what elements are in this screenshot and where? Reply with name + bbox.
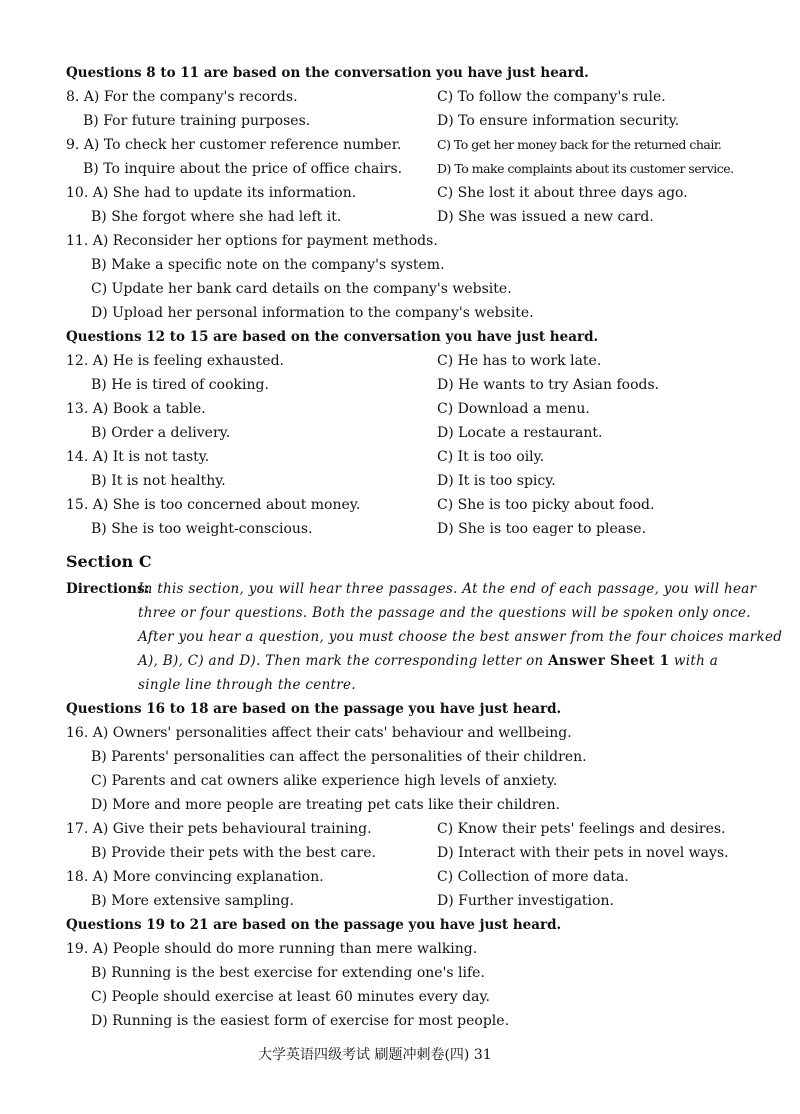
answer-sheet-ref: Answer Sheet 1	[548, 653, 670, 669]
directions-line-2: three or four questions. Both the passage and the questions will be spoken only once.	[138, 605, 751, 621]
option-18d: D) Further investigation.	[437, 893, 614, 909]
option-8c: C) To follow the company's rule.	[437, 89, 666, 105]
question-group-header: Questions 12 to 15 are based on the conversation you have just heard.	[66, 329, 599, 345]
option-13b: B) Order a delivery.	[91, 425, 231, 441]
option-18c: C) Collection of more data.	[437, 869, 629, 885]
option-16c: C) Parents and cat owners alike experience high levels of anxiety.	[91, 773, 558, 789]
question-group-header: Questions 19 to 21 are based on the passage you have just heard.	[66, 917, 562, 933]
option-10d: D) She was issued a new card.	[437, 209, 654, 225]
option-13d: D) Locate a restaurant.	[437, 425, 603, 441]
option-8d: D) To ensure information security.	[437, 113, 680, 129]
option-10b: B) She forgot where she had left it.	[91, 209, 342, 225]
option-8a: 8. A) For the company's records.	[66, 89, 298, 105]
page-footer: 大学英语四级考试 刷题冲刺卷(四) 31	[258, 1047, 492, 1063]
question-group-header: Questions 8 to 11 are based on the conversation you have just heard.	[66, 65, 589, 81]
option-16b: B) Parents' personalities can affect the personalities of their children.	[91, 749, 587, 765]
option-16d: D) More and more people are treating pet cats like their children.	[91, 797, 561, 813]
option-9c: C) To get her money back for the returned chair.	[437, 137, 722, 152]
option-12a: 12. A) He is feeling exhausted.	[66, 353, 284, 369]
option-17c: C) Know their pets' feelings and desires.	[437, 821, 726, 837]
question-group-header: Questions 16 to 18 are based on the passage you have just heard.	[66, 701, 562, 717]
option-11a: 11. A) Reconsider her options for payment methods.	[66, 233, 438, 249]
option-14d: D) It is too spicy.	[437, 473, 556, 489]
section-title: Section C	[66, 552, 152, 571]
directions-line-5: single line through the centre.	[138, 677, 356, 693]
option-18b: B) More extensive sampling.	[91, 893, 294, 909]
option-14c: C) It is too oily.	[437, 449, 545, 465]
option-14b: B) It is not healthy.	[91, 473, 226, 489]
option-14a: 14. A) It is not tasty.	[66, 449, 210, 465]
option-11c: C) Update her bank card details on the company's website.	[91, 281, 512, 297]
option-12d: D) He wants to try Asian foods.	[437, 377, 660, 393]
option-15a: 15. A) She is too concerned about money.	[66, 497, 361, 513]
directions-line-4-pre: A), B), C) and D). Then mark the corresponding letter on	[138, 653, 549, 669]
option-15c: C) She is too picky about food.	[437, 497, 655, 513]
option-19a: 19. A) People should do more running than mere walking.	[66, 941, 478, 957]
directions-label: Directions:	[66, 581, 150, 597]
directions-line-1: In this section, you will hear three passages. At the end of each passage, you will hear	[138, 581, 757, 597]
option-18a: 18. A) More convincing explanation.	[66, 869, 324, 885]
option-9b: B) To inquire about the price of office chairs.	[83, 161, 403, 177]
option-17a: 17. A) Give their pets behavioural training.	[66, 821, 372, 837]
option-11d: D) Upload her personal information to the company's website.	[91, 305, 534, 321]
directions-line-4-post: with a	[669, 653, 719, 669]
option-12c: C) He has to work late.	[437, 353, 602, 369]
option-10c: C) She lost it about three days ago.	[437, 185, 688, 201]
option-17b: B) Provide their pets with the best care.	[91, 845, 376, 861]
option-19c: C) People should exercise at least 60 minutes every day.	[91, 989, 490, 1005]
option-15b: B) She is too weight-conscious.	[91, 521, 313, 537]
option-9a: 9. A) To check her customer reference number.	[66, 137, 402, 153]
option-17d: D) Interact with their pets in novel ways.	[437, 845, 729, 861]
option-19d: D) Running is the easiest form of exercise for most people.	[91, 1013, 510, 1029]
option-12b: B) He is tired of cooking.	[91, 377, 269, 393]
option-11b: B) Make a specific note on the company's system.	[91, 257, 445, 273]
directions-line-4	[138, 652, 718, 670]
option-10a: 10. A) She had to update its information.	[66, 185, 357, 201]
directions-line-3: After you hear a question, you must choose the best answer from the four choices marked	[138, 629, 783, 645]
option-13c: C) Download a menu.	[437, 401, 590, 417]
option-13a: 13. A) Book a table.	[66, 401, 206, 417]
option-19b: B) Running is the best exercise for extending one's life.	[91, 965, 485, 981]
option-16a: 16. A) Owners' personalities affect their cats' behaviour and wellbeing.	[66, 725, 572, 741]
option-15d: D) She is too eager to please.	[437, 521, 647, 537]
option-8b: B) For future training purposes.	[83, 113, 311, 129]
option-9d: D) To make complaints about its customer service.	[437, 161, 734, 176]
